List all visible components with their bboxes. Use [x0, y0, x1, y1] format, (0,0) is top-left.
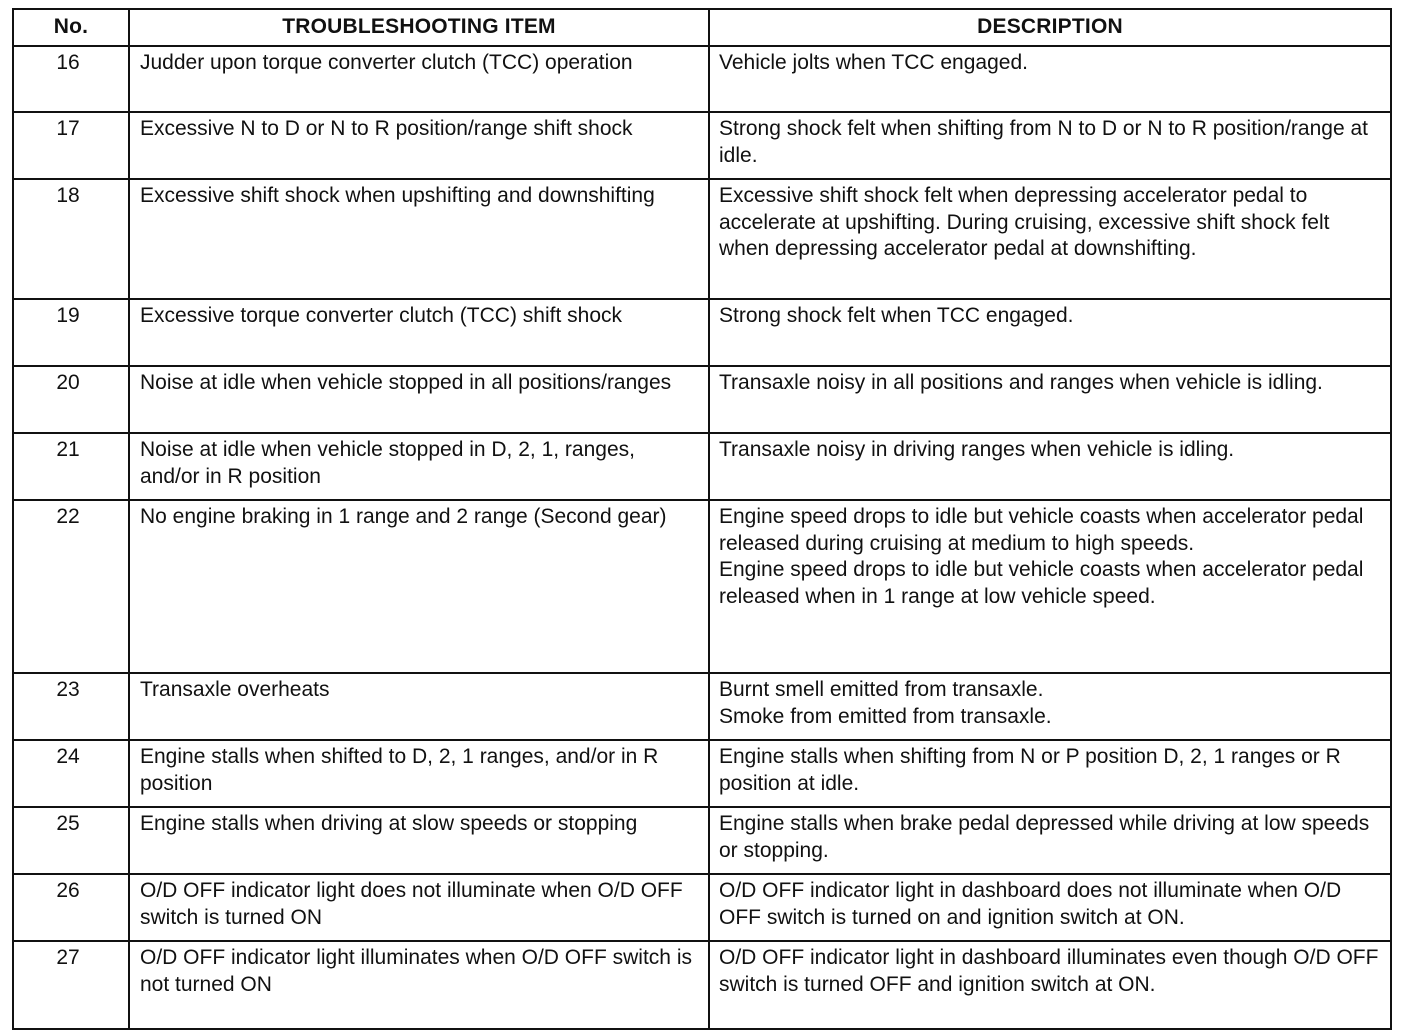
- description-line: O/D OFF indicator light in dashboard illuminates even though O/D OFF switch is turned OFF and ignition switch at ON.: [719, 946, 1379, 996]
- description-line: Excessive shift shock felt when depressing accelerator pedal to accelerate at upshifting. During cruising, excessive shift shock felt when depressing accelerator pedal at downshifting.: [719, 184, 1330, 260]
- row-number: 16: [13, 46, 129, 112]
- row-number: 19: [13, 299, 129, 366]
- row-number: 25: [13, 807, 129, 874]
- table-row: [13, 433, 1391, 500]
- table-row: [13, 740, 1391, 807]
- description-line: Engine speed drops to idle but vehicle coasts when accelerator pedal released when in 1 range at low vehicle speed.: [719, 558, 1364, 608]
- row-number: 18: [13, 179, 129, 299]
- description: [709, 299, 1391, 366]
- description: [709, 874, 1391, 941]
- header-row: [13, 9, 1391, 46]
- description-line: Engine stalls when shifting from N or P position D, 2, 1 ranges or R position at idle.: [719, 745, 1341, 795]
- troubleshooting-item: Excessive torque converter clutch (TCC) shift shock: [129, 299, 709, 366]
- row-number: 24: [13, 740, 129, 807]
- header-description: DESCRIPTION: [709, 9, 1391, 46]
- description: [709, 366, 1391, 433]
- table-row: [13, 299, 1391, 366]
- header-troubleshooting-item: TROUBLESHOOTING ITEM: [129, 9, 709, 46]
- troubleshooting-item: O/D OFF indicator light illuminates when O/D OFF switch is not turned ON: [129, 941, 709, 1029]
- troubleshooting-item: Judder upon torque converter clutch (TCC) operation: [129, 46, 709, 112]
- row-number: 21: [13, 433, 129, 500]
- description: [709, 807, 1391, 874]
- table-row: [13, 46, 1391, 112]
- troubleshooting-item: Engine stalls when shifted to D, 2, 1 ranges, and/or in R position: [129, 740, 709, 807]
- description-line: Transaxle noisy in all positions and ranges when vehicle is idling.: [719, 371, 1323, 394]
- description: [709, 941, 1391, 1029]
- troubleshooting-item: Transaxle overheats: [129, 673, 709, 740]
- row-number: 20: [13, 366, 129, 433]
- troubleshooting-item: Noise at idle when vehicle stopped in D, 2, 1, ranges, and/or in R position: [129, 433, 709, 500]
- description-line: Strong shock felt when shifting from N to D or N to R position/range at idle.: [719, 117, 1368, 167]
- description: [709, 46, 1391, 112]
- troubleshooting-item: No engine braking in 1 range and 2 range (Second gear): [129, 500, 709, 673]
- description-line: Vehicle jolts when TCC engaged.: [719, 51, 1028, 74]
- table-row: [13, 112, 1391, 179]
- description: [709, 433, 1391, 500]
- description: [709, 500, 1391, 673]
- description-line: Strong shock felt when TCC engaged.: [719, 304, 1074, 327]
- troubleshooting-table: [12, 8, 1392, 1030]
- description-line: Burnt smell emitted from transaxle.: [719, 678, 1044, 701]
- row-number: 17: [13, 112, 129, 179]
- description: [709, 179, 1391, 299]
- table-row: [13, 673, 1391, 740]
- description: [709, 112, 1391, 179]
- description-line: Engine speed drops to idle but vehicle coasts when accelerator pedal released during cruising at medium to high speeds.: [719, 505, 1364, 555]
- description: [709, 673, 1391, 740]
- row-number: 22: [13, 500, 129, 673]
- description-line: Transaxle noisy in driving ranges when vehicle is idling.: [719, 438, 1235, 461]
- troubleshooting-item: O/D OFF indicator light does not illuminate when O/D OFF switch is turned ON: [129, 874, 709, 941]
- description-line: Engine stalls when brake pedal depressed while driving at low speeds or stopping.: [719, 812, 1370, 862]
- description: [709, 740, 1391, 807]
- row-number: 26: [13, 874, 129, 941]
- troubleshooting-item: Excessive N to D or N to R position/range shift shock: [129, 112, 709, 179]
- table-row: [13, 941, 1391, 1029]
- table-row: [13, 500, 1391, 673]
- troubleshooting-item: Excessive shift shock when upshifting and downshifting: [129, 179, 709, 299]
- row-number: 23: [13, 673, 129, 740]
- row-number: 27: [13, 941, 129, 1029]
- table-row: [13, 179, 1391, 299]
- description-line: Smoke from emitted from transaxle.: [719, 704, 1052, 728]
- table-row: [13, 874, 1391, 941]
- troubleshooting-item: Engine stalls when driving at slow speeds or stopping: [129, 807, 709, 874]
- troubleshooting-item: Noise at idle when vehicle stopped in all positions/ranges: [129, 366, 709, 433]
- header-no: No.: [13, 9, 129, 46]
- table-row: [13, 366, 1391, 433]
- description-line: O/D OFF indicator light in dashboard does not illuminate when O/D OFF switch is turned on and ignition switch at ON.: [719, 879, 1342, 929]
- table-row: [13, 807, 1391, 874]
